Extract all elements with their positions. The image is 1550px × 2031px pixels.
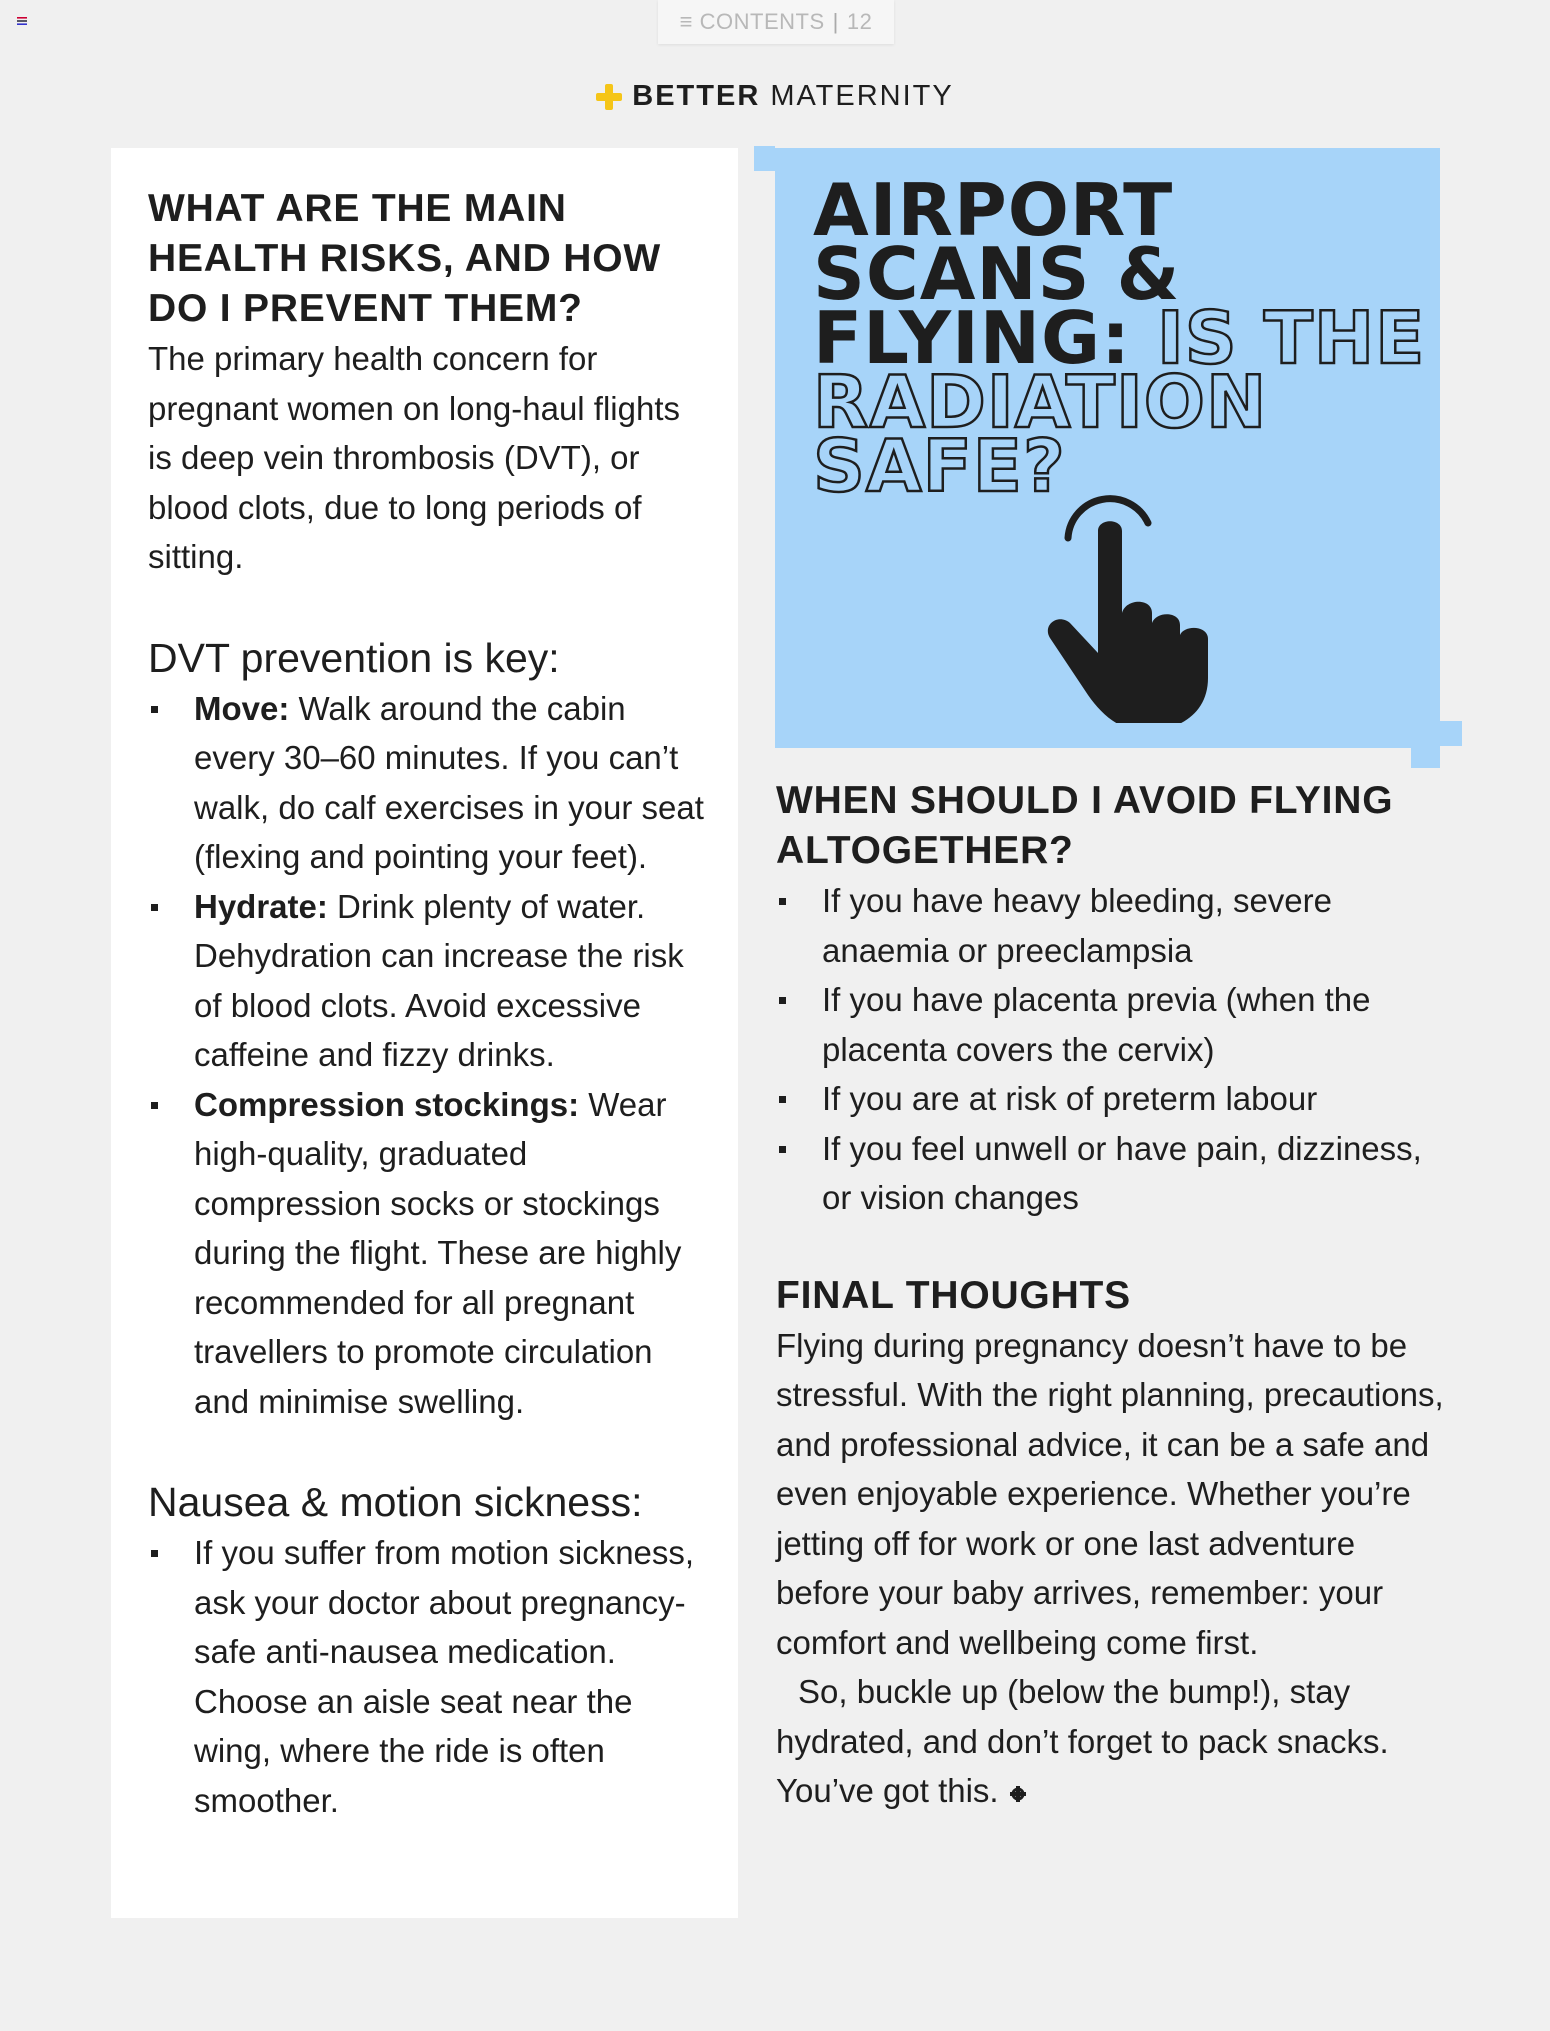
- dvt-heading: DVT prevention is key:: [148, 634, 560, 681]
- nausea-item: If you suffer from motion sickness, ask your doctor about pregnancy-safe anti-nausea medication. Choose an aisle seat near the wing, where the ride is often smoother.: [148, 1528, 708, 1825]
- brand-header: [0, 80, 1550, 113]
- radiation-feature-title: [813, 168, 1433, 508]
- corner-accent: [754, 146, 775, 171]
- dvt-item-hydrate: [148, 882, 708, 1080]
- dvt-list: [148, 684, 708, 1427]
- dvt-item-text: Walk around the cabin every 30–60 minutes. If you can’t walk, do calf exercises in your seat (flexing and pointing your feet).: [194, 689, 704, 875]
- separator: |: [832, 9, 839, 34]
- avoid-item: If you have heavy bleeding, severe anaemia or preeclampsia: [776, 876, 1456, 975]
- avoid-item: If you feel unwell or have pain, dizziness, or vision changes: [776, 1124, 1456, 1223]
- avoid-flying-list: [776, 876, 1456, 1223]
- nausea-list: [148, 1528, 708, 1825]
- dvt-item-text: Drink plenty of water. Dehydration can increase the risk of blood clots. Avoid excessive caffeine and fizzy drinks.: [194, 887, 684, 1073]
- health-risks-intro: The primary health concern for pregnant women on long-haul flights is deep vein thrombosis (DVT), or blood clots, due to long periods of sitting.: [148, 340, 681, 575]
- final-thoughts-closing-text: So, buckle up (below the bump!), stay hydrated, and don’t forget to pack snacks. You’ve got this.: [776, 1673, 1389, 1809]
- hero-outline: IS THE: [1130, 296, 1426, 380]
- final-thoughts-paragraph: Flying during pregnancy doesn’t have to be stressful. With the right planning, precautions, and professional advice, it can be a safe and even enjoyable experience. Whether you’re jetting off for work or one last adventure before your baby arrives, remember: your comfort and wellbeing come first.: [776, 1326, 1444, 1661]
- hero-solid: FLYING:: [813, 296, 1131, 380]
- dvt-item-compression: [148, 1080, 708, 1427]
- hero-line: SCANS &: [813, 232, 1181, 316]
- brand-name: [632, 80, 953, 113]
- avoid-item: If you have placenta previa (when the placenta covers the cervix): [776, 975, 1456, 1074]
- health-risks-heading: WHAT ARE THE MAIN HEALTH RISKS, AND HOW DO I PREVENT THEM?: [148, 187, 661, 330]
- brand-name-bold: BETTER: [632, 80, 761, 112]
- menu-icon[interactable]: [17, 17, 27, 28]
- left-column-card: [111, 148, 738, 1918]
- contents-tab[interactable]: [658, 0, 894, 44]
- dvt-item-label: Compression stockings:: [194, 1085, 580, 1123]
- corner-accent: [1411, 746, 1440, 768]
- plus-icon: [596, 84, 622, 110]
- final-thoughts-heading: FINAL THOUGHTS: [776, 1273, 1131, 1317]
- hero-line: RADIATION: [813, 360, 1268, 444]
- end-mark-icon: [1008, 1784, 1028, 1804]
- right-column: [776, 776, 1456, 1816]
- corner-accent: [1440, 721, 1462, 746]
- hero-line: AIRPORT: [813, 168, 1174, 252]
- dvt-item-move: [148, 684, 708, 882]
- dvt-item-label: Move:: [194, 689, 290, 727]
- contents-label: ≡ CONTENTS: [679, 9, 825, 34]
- nausea-heading: Nausea & motion sickness:: [148, 1479, 643, 1525]
- avoid-flying-heading: WHEN SHOULD I AVOID FLYING ALTOGETHER?: [776, 779, 1394, 872]
- avoid-item: If you are at risk of preterm labour: [776, 1074, 1456, 1124]
- dvt-item-label: Hydrate:: [194, 887, 328, 925]
- brand-name-light: MATERNITY: [770, 80, 954, 112]
- page-number: 12: [846, 9, 873, 34]
- hero-line: SAFE?: [813, 424, 1066, 508]
- dvt-item-text: Wear high-quality, graduated compression socks or stockings during the flight. These are highly recommended for all pregnant travellers to promote circulation and minimise swelling.: [194, 1085, 682, 1420]
- radiation-feature-box: [775, 148, 1440, 748]
- pointing-hand-icon: [1040, 463, 1240, 723]
- final-thoughts-closing: [776, 1667, 1456, 1816]
